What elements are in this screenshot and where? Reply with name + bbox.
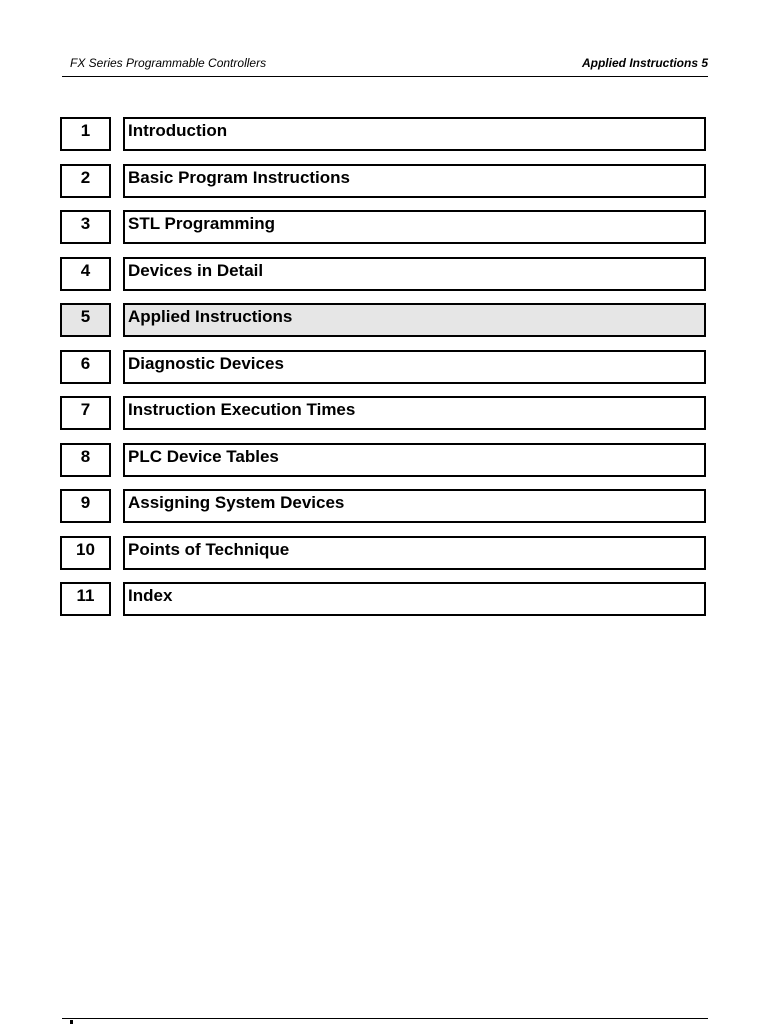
chapter-title[interactable]: Points of Technique [123, 536, 706, 570]
chapter-number: 5 [60, 303, 111, 337]
chapter-number: 8 [60, 443, 111, 477]
footer-page-mark [70, 1020, 73, 1024]
chapter-title[interactable]: Index [123, 582, 706, 616]
footer-rule [62, 1018, 708, 1019]
chapter-title[interactable]: STL Programming [123, 210, 706, 244]
chapter-title[interactable]: Devices in Detail [123, 257, 706, 291]
chapter-number: 3 [60, 210, 111, 244]
chapter-number: 6 [60, 350, 111, 384]
chapter-title[interactable]: Instruction Execution Times [123, 396, 706, 430]
page-header [62, 56, 708, 77]
chapter-row-4[interactable] [60, 257, 705, 304]
chapter-number: 7 [60, 396, 111, 430]
chapter-index [60, 117, 705, 629]
header-manual-title: FX Series Programmable Controllers [70, 56, 267, 70]
chapter-row-6[interactable] [60, 350, 705, 397]
chapter-row-2[interactable] [60, 164, 705, 211]
chapter-title[interactable]: PLC Device Tables [123, 443, 706, 477]
chapter-number: 2 [60, 164, 111, 198]
chapter-row-5[interactable] [60, 303, 705, 350]
chapter-number: 9 [60, 489, 111, 523]
chapter-title[interactable]: Introduction [123, 117, 706, 151]
chapter-row-9[interactable] [60, 489, 705, 536]
chapter-number: 1 [60, 117, 111, 151]
header-section-title: Applied Instructions 5 [581, 56, 708, 70]
chapter-row-7[interactable] [60, 396, 705, 443]
chapter-row-11[interactable] [60, 582, 705, 629]
chapter-row-1[interactable] [60, 117, 705, 164]
chapter-title[interactable]: Basic Program Instructions [123, 164, 706, 198]
chapter-row-3[interactable] [60, 210, 705, 257]
chapter-number: 4 [60, 257, 111, 291]
chapter-title[interactable]: Diagnostic Devices [123, 350, 706, 384]
chapter-title[interactable]: Applied Instructions [123, 303, 706, 337]
chapter-number: 10 [60, 536, 111, 570]
chapter-number: 11 [60, 582, 111, 616]
chapter-row-8[interactable] [60, 443, 705, 490]
chapter-title[interactable]: Assigning System Devices [123, 489, 706, 523]
chapter-row-10[interactable] [60, 536, 705, 583]
